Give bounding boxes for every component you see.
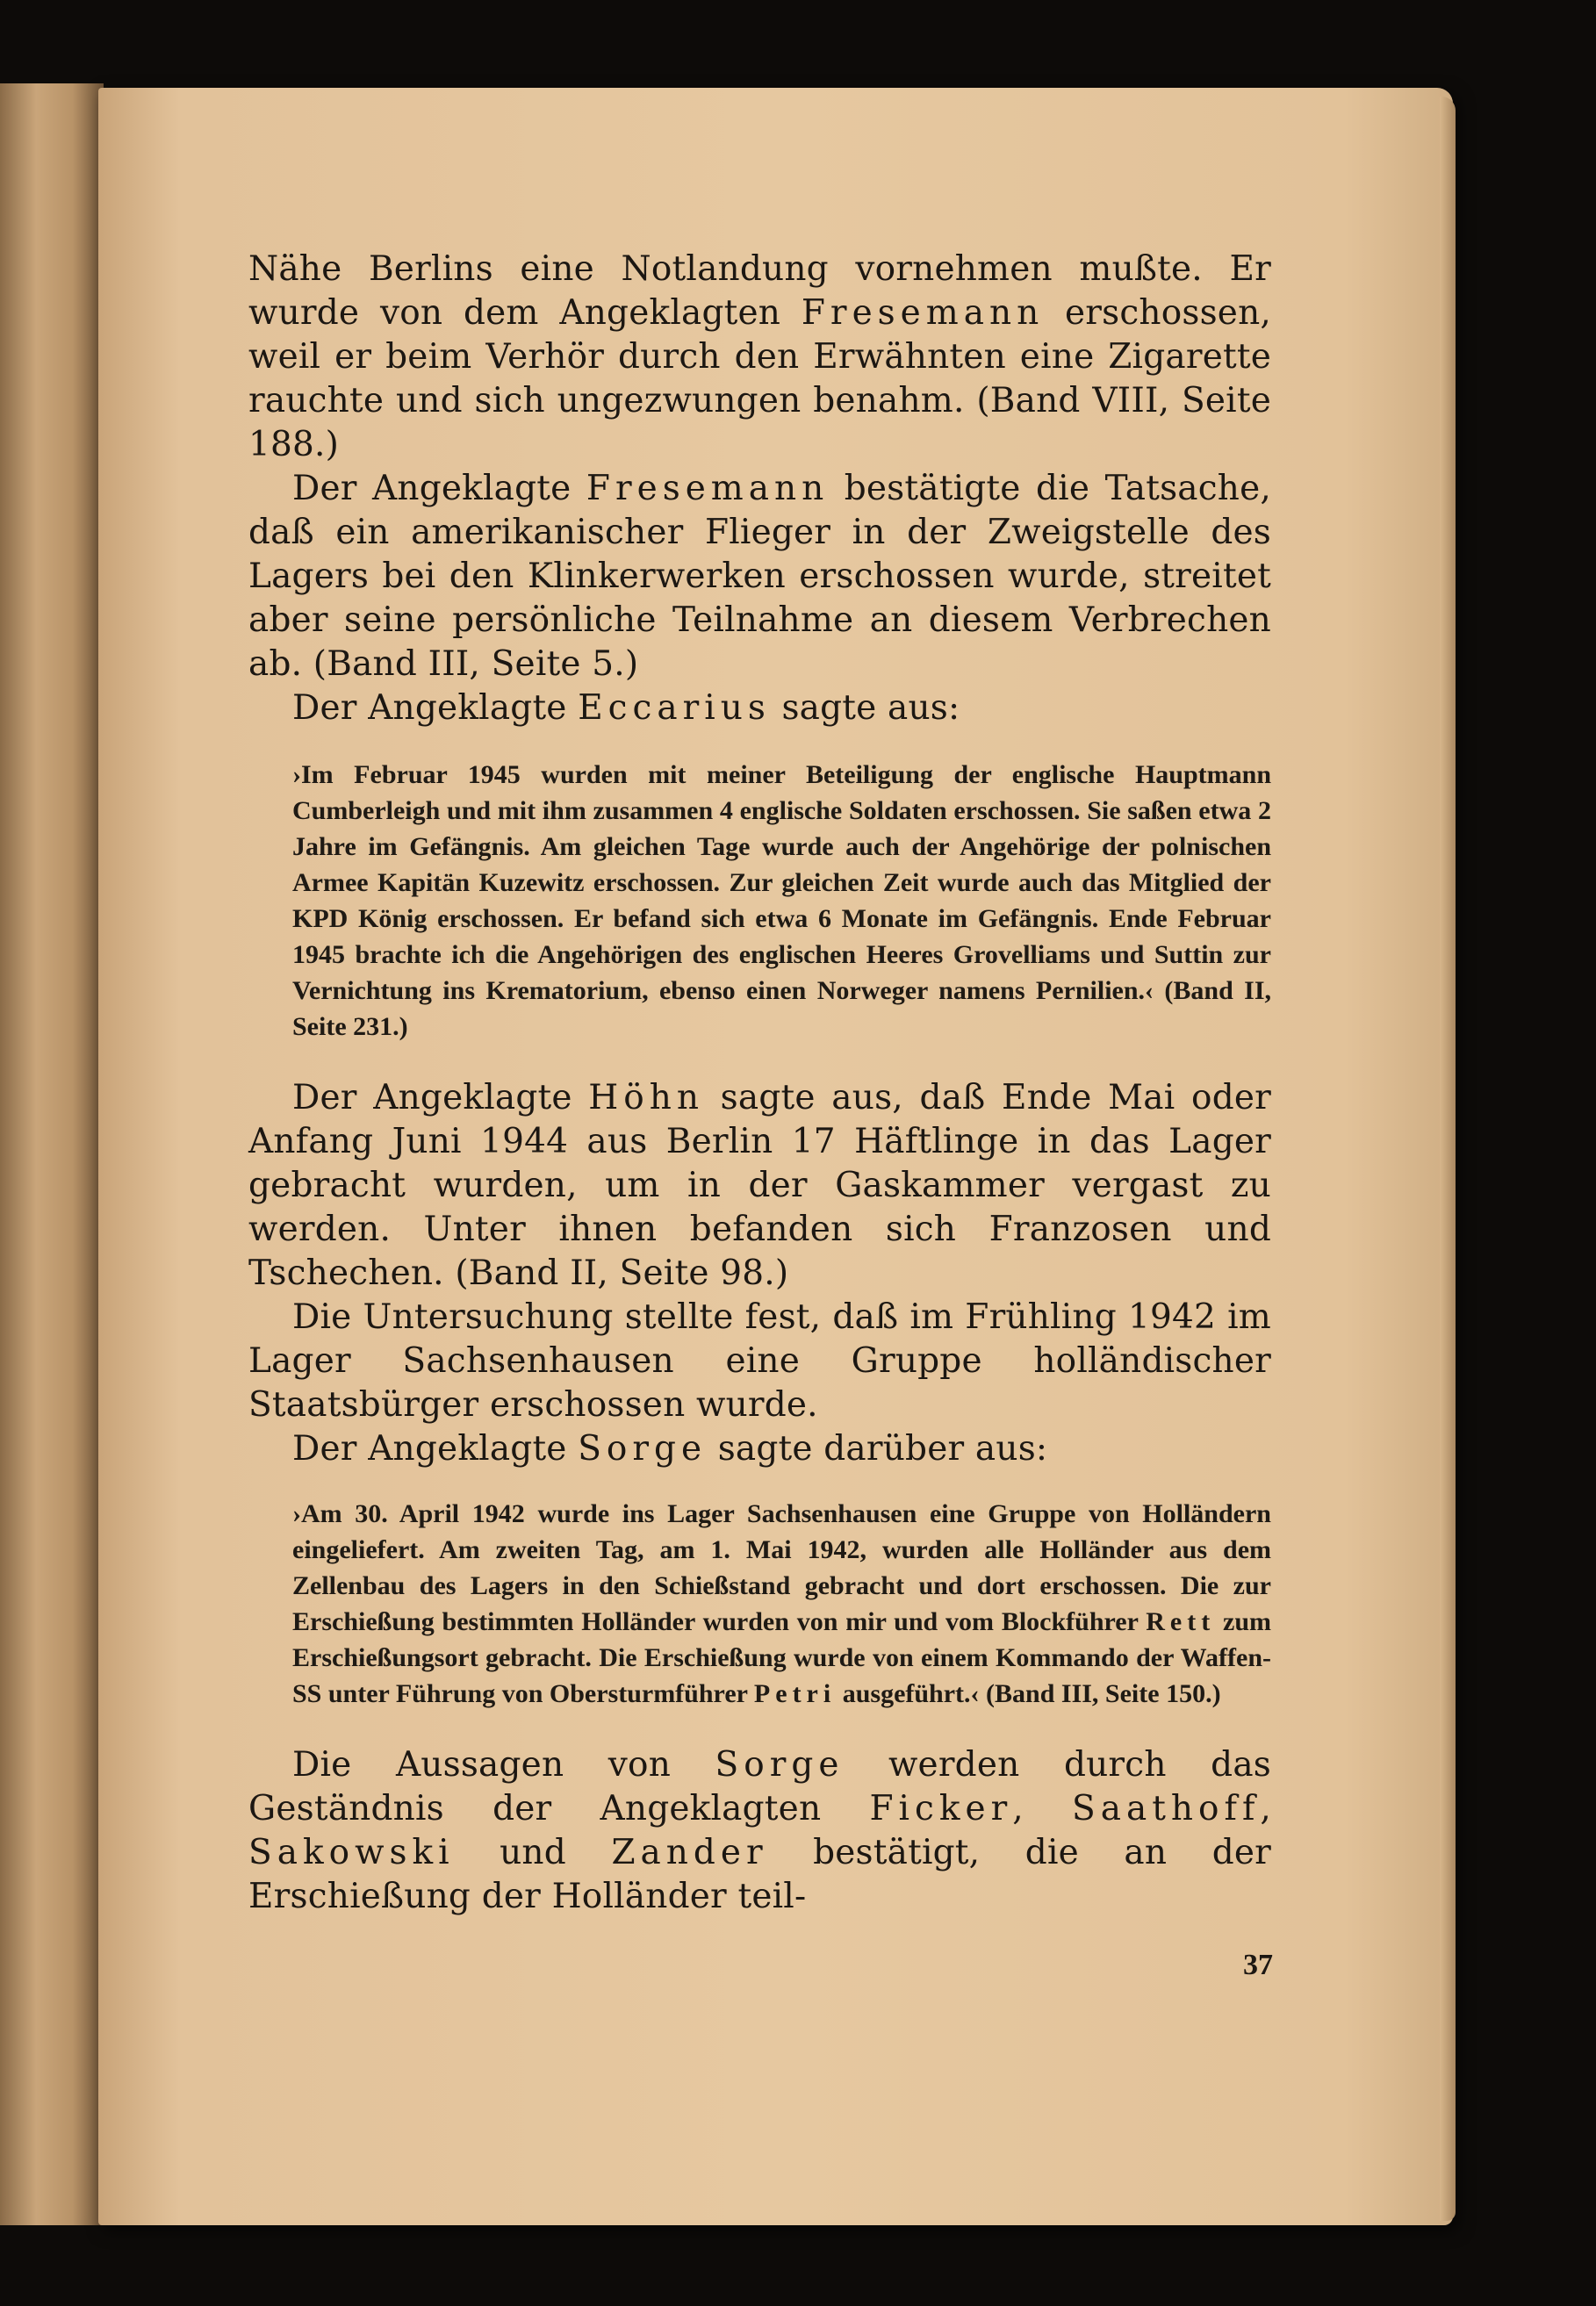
paragraph-text: sagte aus, daß Ende Mai oder Anfang Juni 1944 aus Berlin 17 Häftlinge in das Lager gebracht wurden, um in der Gaskammer vergast zu werden. Unter ihnen befanden sich Franzosen und Tschechen. (Band II, Seite 98.) (248, 1078, 1271, 1293)
paragraph-text: und (454, 1833, 612, 1872)
spaced-name: Zander (611, 1833, 768, 1872)
paragraph-text: Der Angeklagte (292, 469, 586, 508)
spaced-name: Eccarius (578, 688, 771, 728)
paragraph-text: Der Angeklagte (292, 688, 579, 728)
paragraph-text: bestätigt, die an der Erschießung der Holländer teil- (248, 1833, 1271, 1916)
spaced-name: Petri (753, 1679, 837, 1708)
paragraph-6 (248, 1427, 1271, 1471)
paragraph-7 (248, 1743, 1271, 1919)
paragraph-text: werden durch das Geständnis der Angeklagten (248, 1745, 1271, 1828)
book-spine (0, 83, 104, 2225)
paragraph-text: bestätigte die Tatsache, daß ein amerikanischer Flieger in der Zweigstelle des Lagers bei den Klinkerwerken erschossen wurde, streitet aber seine persönliche Teilnahme an diesem Verbrechen ab. (Band III, Seite 5.) (248, 469, 1271, 684)
paragraph-3 (248, 686, 1271, 730)
paragraph-text: , (1260, 1789, 1271, 1828)
spaced-name: Ficker (869, 1789, 1013, 1828)
paragraph-text: , (1012, 1789, 1073, 1828)
spaced-name: Fresemann (801, 293, 1045, 333)
paragraph-text: sagte aus: (770, 688, 960, 728)
quote-text: zum Erschießungsort gebracht. Die Erschießung wurde von einem Kommando der Waffen-SS unter Führung von Obersturmführer (292, 1607, 1271, 1708)
spaced-name: Sorge (715, 1745, 845, 1785)
spaced-name: Höhn (588, 1078, 705, 1117)
quote-eccarius: ›Im Februar 1945 wurden mit meiner Beteiligung der englische Hauptmann Cumberleigh und mit ihm zusammen 4 englische Soldaten erschossen. Sie saßen etwa 2 Jahre im Gefängnis. Am gleichen Tage wurde auch der Angehörige der polnischen Armee Kapitän Kuzewitz erschossen. Zur gleichen Zeit wurde auch das Mitglied der KPD König erschossen. Er befand sich etwa 6 Monate im Gefängnis. Ende Februar 1945 brachte ich die Angehörigen des englischen Heeres Grovelliams und Suttin zur Vernichtung ins Krematorium, ebenso einen Norweger namens Pernilien.‹ (Band II, Seite 231.) (292, 760, 1271, 1041)
paragraph-5: Die Untersuchung stellte fest, daß im Frühling 1942 im Lager Sachsenhausen eine Gruppe holländischer Staatsbürger erschossen wurde. (248, 1297, 1271, 1425)
quote-text: ausgeführt.‹ (Band III, Seite 150.) (836, 1679, 1221, 1708)
paragraph-text: Die Aussagen von (292, 1745, 715, 1785)
paragraph-4 (248, 1076, 1271, 1296)
spaced-name: Saathoff (1072, 1789, 1261, 1828)
spaced-name: Sorge (578, 1429, 708, 1469)
spaced-name: Sakowski (248, 1833, 455, 1872)
quote-text: ›Am 30. April 1942 wurde ins Lager Sachsenhausen eine Gruppe von Holländern eingeliefert. Am zweiten Tag, am 1. Mai 1942, wurden alle Holländer aus dem Zellenbau des Lagers in den Schießstand gebracht und dort erschossen. Die zur Erschießung bestimmten Holländer wurden von mir und vom Blockführer (292, 1499, 1271, 1636)
paragraph-1 (248, 248, 1271, 467)
spaced-name: Fresemann (586, 469, 830, 508)
paragraph-text: sagte darüber aus: (707, 1429, 1048, 1469)
paragraph-text: Der Angeklagte (292, 1078, 589, 1117)
spaced-name: Rett (1146, 1607, 1216, 1636)
page-number: 37 (1243, 1949, 1273, 1981)
quote-sorge (248, 1496, 1271, 1712)
page-text (248, 248, 1271, 1919)
paragraph-text: Der Angeklagte (292, 1429, 579, 1469)
paragraph-text: erschossen, weil er beim Verhör durch den Erwähnten eine Zigarette rauchte und sich ungezwungen benahm. (Band VIII, Seite 188.) (248, 293, 1271, 464)
page-edge (1440, 97, 1456, 2221)
paragraph-text: Nähe Berlins eine Notlandung vornehmen mußte. Er wurde von dem Angeklagten (248, 249, 1271, 333)
paragraph-2 (248, 467, 1271, 686)
